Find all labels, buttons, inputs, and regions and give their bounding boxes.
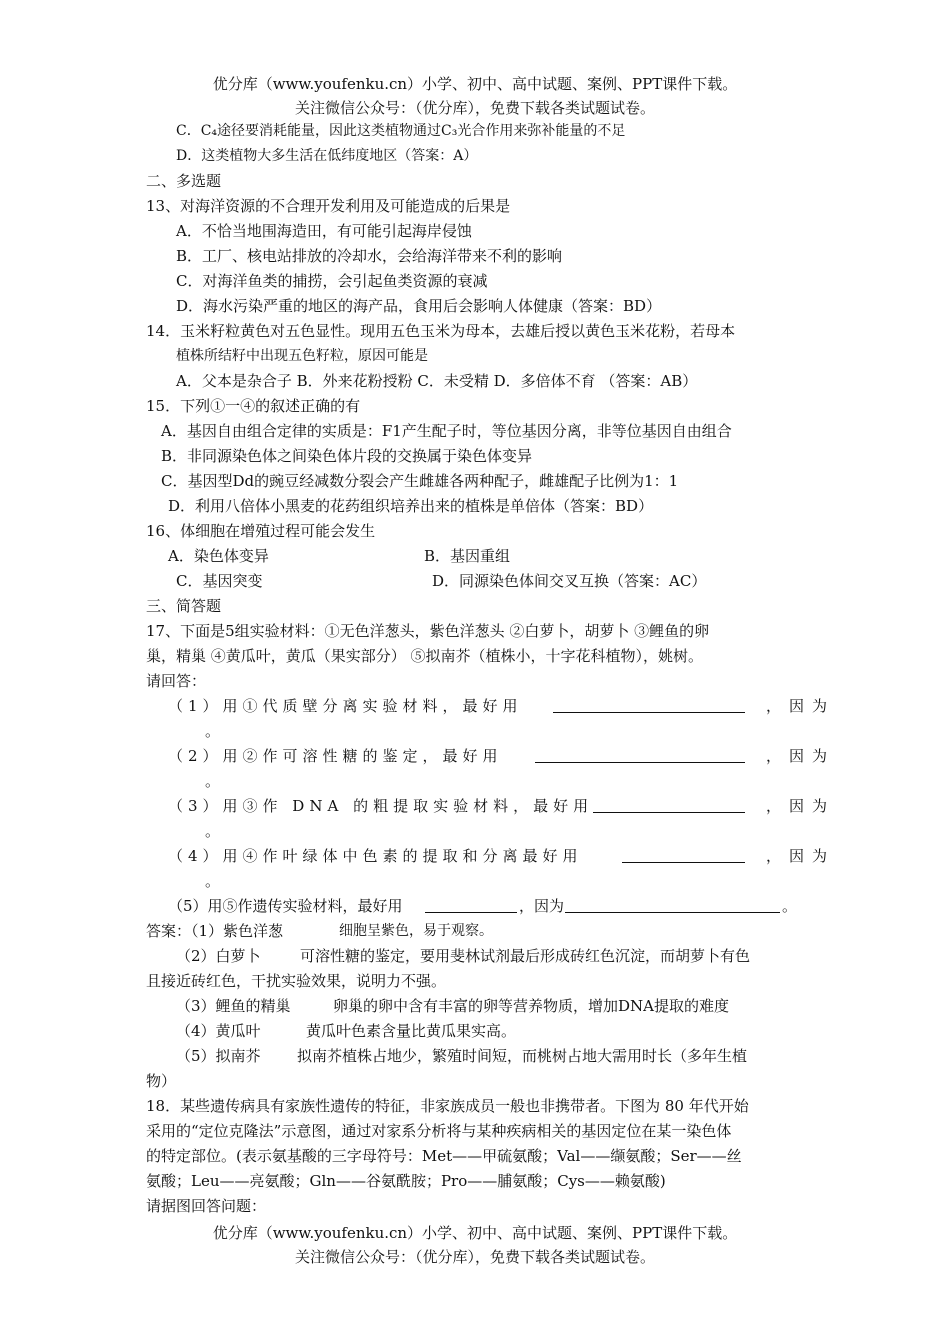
q15-stem: 15．下列①一④的叙述正确的有 xyxy=(146,397,361,415)
q16-option-c: C．基因突变 xyxy=(176,572,263,590)
q17-answer-label: 答案：（1）紫色洋葱 xyxy=(146,922,284,940)
q18-line-1: 18．某些遗传病具有家族性遗传的特征，非家族成员一般也非携带者。下图为 80 年代开始 xyxy=(146,1097,749,1115)
q18-line-2: 采用的“定位克隆法”示意图，通过对家系分析将与某种疾病相关的基因定位在某一染色体 xyxy=(146,1122,732,1140)
q17-sub1-period: 。 xyxy=(205,722,221,740)
q15-option-b: B．非同源染色体之间染色体片段的交换属于染色体变异 xyxy=(161,447,533,465)
q17-answer-2-reason: 可溶性糖的鉴定，要用斐林试剂最后形成砖红色沉淀，而胡萝卜有色 xyxy=(300,947,751,965)
q17-sub5: （5）用⑤作遗传实验材料，最好用 xyxy=(168,897,403,915)
q17-sub1-because: ，因为 xyxy=(766,697,836,715)
q17-answer-5-material: （5）拟南芥 xyxy=(176,1047,261,1065)
q17-answer-5-reason: 拟南芥植株占地少，繁殖时间短，而桃树占地大需用时长（多年生植 xyxy=(297,1047,748,1065)
q17-stem-3: 请回答： xyxy=(146,672,207,690)
q13-option-a: A．不恰当地围海造田，有可能引起海岸侵蚀 xyxy=(176,222,472,240)
q13-stem: 13、对海洋资源的不合理开发利用及可能造成的后果是 xyxy=(146,197,511,215)
q17-sub1: （1）用①代质壁分离实验材料，最好用 xyxy=(168,697,523,715)
q17-sub2-because: ，因为 xyxy=(766,747,836,765)
q17-sub4-because: ，因为 xyxy=(766,847,836,865)
q17-sub3-period: 。 xyxy=(205,822,221,840)
q17-sub2-period: 。 xyxy=(205,772,221,790)
q17-sub1-answer-blank[interactable] xyxy=(553,696,745,713)
q17-answer-4-material: （4）黄瓜叶 xyxy=(176,1022,261,1040)
q17-answer-4-reason: 黄瓜叶色素含量比黄瓜果实高。 xyxy=(306,1022,517,1040)
q15-option-a: A．基因自由组合定律的实质是：F1产生配子时，等位基因分离，非等位基因自由组合 xyxy=(161,422,732,440)
q17-sub4-answer-blank[interactable] xyxy=(622,846,745,863)
header-line-2: 关注微信公众号：（优分库），免费下载各类试题试卷。 xyxy=(294,99,655,117)
q17-answer-2-reason-cont: 且接近砖红色，干扰实验效果，说明力不强。 xyxy=(146,972,447,990)
q14-stem-1: 14．玉米籽粒黄色对五色显性。现用五色玉米为母本，去雄后授以黄色玉米花粉，若母本 xyxy=(146,322,736,340)
q17-sub5-period: 。 xyxy=(782,897,798,915)
q18-line-3: 的特定部位。(表示氨基酸的三字母符号：Met——甲硫氨酸；Val——缬氨酸；Ser——丝 xyxy=(146,1147,742,1165)
q13-option-c: C．对海洋鱼类的捕捞，会引起鱼类资源的衰减 xyxy=(176,272,488,290)
q17-sub4-period: 。 xyxy=(205,872,221,890)
q12-option-c: C．C₄途径要消耗能量，因此这类植物通过C₃光合作用来弥补能量的不足 xyxy=(176,123,626,139)
q14-options: A．父本是杂合子 B．外来花粉授粉 C．未受精 D．多倍体不育 （答案：AB） xyxy=(176,372,698,390)
q15-option-c: C．基因型Dd的豌豆经减数分裂会产生雌雄各两种配子，雌雄配子比例为1：1 xyxy=(161,472,679,490)
q17-sub3-answer-blank[interactable] xyxy=(593,796,745,813)
q18-line-4: 氨酸；Leu——亮氨酸；Gln——谷氨酰胺；Pro——脯氨酸；Cys——赖氨酸) xyxy=(146,1172,666,1190)
q16-option-d: D．同源染色体间交叉互换（答案：AC） xyxy=(432,572,707,590)
q14-stem-2: 植株所结籽中出现五色籽粒，原因可能是 xyxy=(176,348,428,364)
q16-option-b: B．基因重组 xyxy=(424,547,511,565)
q17-answer-3-reason: 卵巢的卵中含有丰富的卵等营养物质，增加DNA提取的难度 xyxy=(333,997,729,1015)
q18-line-5: 请据图回答问题： xyxy=(146,1197,267,1215)
footer-line-1: 优分库（www.youfenku.cn）小学、初中、高中试题、案例、PPT课件下载。 xyxy=(212,1224,738,1242)
q15-option-d: D．利用八倍体小黑麦的花药组织培养出来的植株是单倍体（答案：BD） xyxy=(168,497,654,515)
q16-option-a: A．染色体变异 xyxy=(168,547,269,565)
q17-answer-2-material: （2）白萝卜 xyxy=(176,947,261,965)
q17-sub4: （4）用④作叶绿体中色素的提取和分离最好用 xyxy=(168,847,583,865)
q17-answer-3-material: （3）鲤鱼的精巢 xyxy=(176,997,291,1015)
q17-sub2-answer-blank[interactable] xyxy=(535,746,745,763)
q17-sub5-reason-blank[interactable] xyxy=(565,896,780,913)
q17-sub5-because: ，因为 xyxy=(519,897,565,915)
q17-sub3: （3）用③作 DNA 的粗提取实验材料，最好用 xyxy=(168,797,594,815)
q13-option-d: D．海水污染严重的地区的海产品，食用后会影响人体健康（答案：BD） xyxy=(176,297,662,315)
section-multiple-choice: 二、多选题 xyxy=(146,172,222,190)
q17-stem-1: 17、下面是5组实验材料：①无色洋葱头，紫色洋葱头 ②白萝卜，胡萝卜 ③鲤鱼的卵 xyxy=(146,622,710,640)
q17-answer-5-reason-cont: 物） xyxy=(146,1072,177,1090)
q17-sub2: （2）用②作可溶性糖的鉴定，最好用 xyxy=(168,747,503,765)
q17-sub5-answer-blank[interactable] xyxy=(425,896,517,913)
q17-stem-2: 巢，精巢 ④黄瓜叶，黄瓜（果实部分） ⑤拟南芥（植株小，十字花科植物），姚树。 xyxy=(146,647,704,665)
footer-line-2: 关注微信公众号：（优分库），免费下载各类试题试卷。 xyxy=(294,1248,655,1266)
q13-option-b: B．工厂、核电站排放的冷却水，会给海洋带来不利的影响 xyxy=(176,247,563,265)
q17-answer-1-reason: 细胞呈紫色，易于观察。 xyxy=(339,923,493,939)
q17-sub3-because: ，因为 xyxy=(766,797,836,815)
q16-stem: 16、体细胞在增殖过程可能会发生 xyxy=(146,522,376,540)
section-short-answer: 三、简答题 xyxy=(146,597,222,615)
q12-option-d: D．这类植物大多生活在低纬度地区（答案：A） xyxy=(176,148,478,164)
header-line-1: 优分库（www.youfenku.cn）小学、初中、高中试题、案例、PPT课件下载。 xyxy=(212,75,738,93)
